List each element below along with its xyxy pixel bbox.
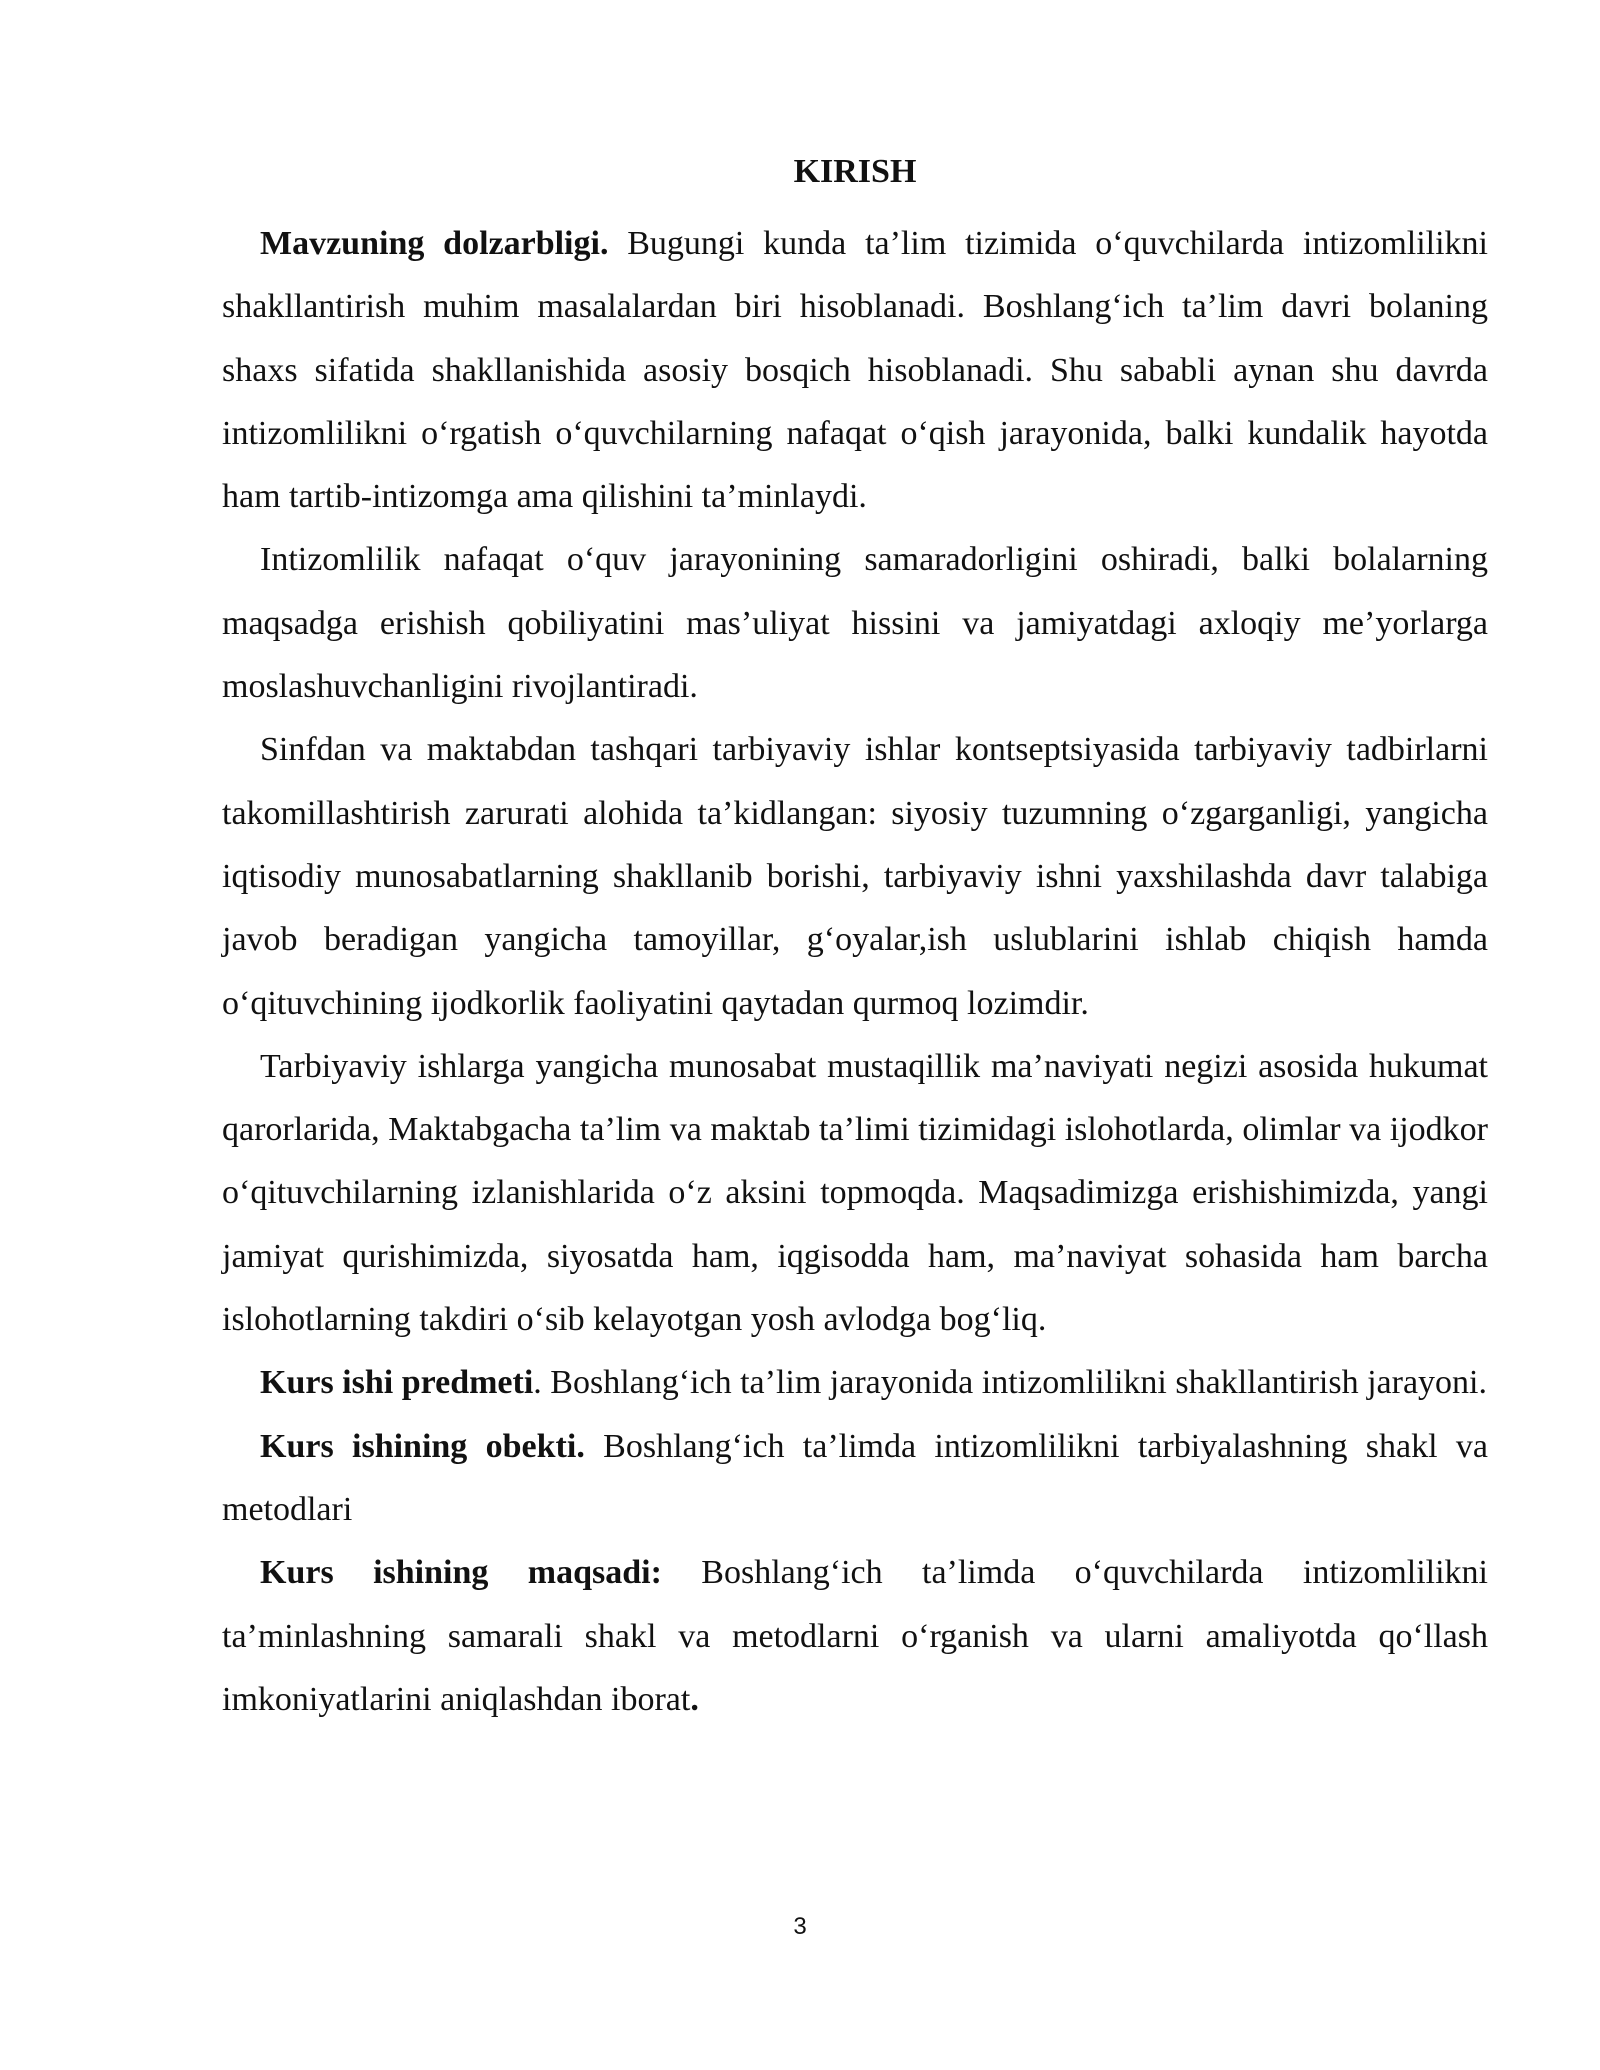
paragraph-relevance — [222, 212, 1488, 528]
paragraph-discipline — [222, 528, 1488, 718]
paragraph-lead: Kurs ishining obekti. — [260, 1427, 585, 1465]
paragraph-text: Boshlang‘ich ta’limda o‘quvchilarda intizomlilikni ta’minlashning samarali shakl va metodlarni o‘rganish va ularni amaliyotda qo‘llash imkoniyatlarini aniqlashdan iborat — [222, 1554, 1488, 1718]
paragraph-text: Sinfdan va maktabdan tashqari tarbiyaviy ishlar kontseptsiyasida tarbiyaviy tadbirlarni takomillashtirish zarurati alohida ta’kidlangan: siyosiy tuzumning o‘zgarganligi, yangicha iqtisodiy munosabatlarning shakllanib borishi, tarbiyaviy ishni yaxshilashda davr talabiga javob beradigan yangicha tamoyillar, g‘oyalar,ish uslublarini ishlab chiqish hamda o‘qituvchining ijodkorlik faoliyatini qaytadan qurmoq lozimdir. — [222, 731, 1488, 1022]
paragraph-goal — [222, 1541, 1488, 1731]
document-page — [222, 150, 1488, 1731]
page-title: KIRISH — [793, 153, 917, 190]
paragraph-attitude — [222, 1035, 1488, 1351]
paragraph-lead: Kurs ishi predmeti — [260, 1364, 534, 1402]
paragraph-concept — [222, 718, 1488, 1034]
paragraph-lead: Mavzuning dolzarbligi. — [260, 225, 609, 262]
paragraph-lead: Kurs ishining maqsadi: — [260, 1554, 662, 1592]
paragraph-text: Intizomlilik nafaqat o‘quv jarayonining samaradorligini oshiradi, balki bolalarning maqsadga erishish qobiliyatini mas’uliyat hissini va jamiyatdagi axloqiy me’yorlarga moslashuvchanligini rivojlantiradi. — [222, 541, 1488, 706]
paragraph-text: Tarbiyaviy ishlarga yangicha munosabat mustaqillik ma’naviyati negizi asosida hukumat qarorlarida, Maktabgacha ta’lim va maktab ta’limi tizimidagi islohotlarda, olimlar va ijodkor o‘qituvchilarning izlanishlarida o‘z aksini topmoqda. Maqsadimizga erishishimizda, yangi jamiyat qurishimizda, siyosatda ham, iqgisodda ham, ma’naviyat sohasida ham barcha islohotlarning takdiri o‘sib kelayotgan yosh avlodga bog‘liq. — [222, 1047, 1488, 1339]
page-number: 3 — [793, 1913, 807, 1940]
paragraph-text: Boshlang‘ich ta’limda intizomlilikni tarbiyalashning shakl va metodlari — [222, 1427, 1488, 1528]
paragraph-subject — [222, 1351, 1488, 1414]
paragraph-object — [222, 1415, 1488, 1542]
paragraph-text: Bugungi kunda ta’lim tizimida o‘quvchilarda intizomlilikni shakllantirish muhim masalalardan biri hisoblanadi. Boshlang‘ich ta’lim davri bolaning shaxs sifatida shakllanishida asosiy bosqich hisoblanadi. Shu sababli aynan shu davrda intizomlilikni o‘rgatish o‘quvchilarning nafaqat o‘qish jarayonida, balki kundalik hayotda ham tartib-intizomga ama qilishini ta’minlaydi. — [222, 225, 1489, 516]
paragraph-text: . Boshlang‘ich ta’lim jarayonida intizomlilikni shakllantirish jarayoni. — [533, 1364, 1487, 1402]
paragraph-tail: . — [690, 1680, 699, 1718]
